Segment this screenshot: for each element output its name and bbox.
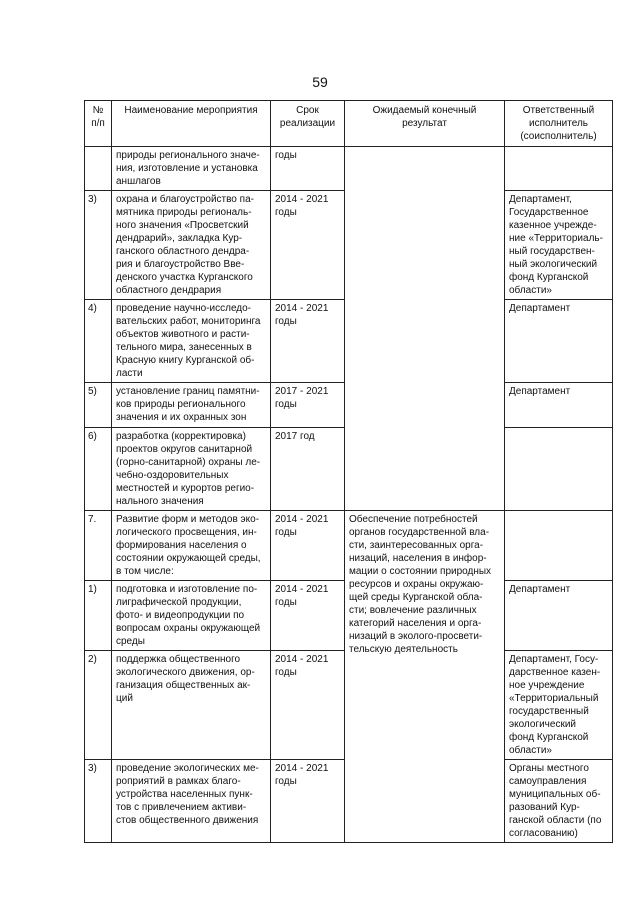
row-num: 1)	[85, 581, 112, 651]
row-num: 4)	[85, 300, 112, 383]
row-result	[345, 147, 505, 511]
measures-table	[84, 100, 613, 843]
row-executor: Органы местного самоуправления муниципальных об- разований Кур- ганской области (по согласованию)	[505, 760, 613, 843]
header-executor: Ответственный исполнитель (соисполнитель)	[505, 101, 613, 147]
page-number: 59	[312, 74, 328, 90]
row-executor: Департамент, Госу- дарственное казен- ное учреждение «Территориальный государственный экологический фонд Курганской области»	[505, 651, 613, 760]
row-executor	[505, 147, 613, 191]
table-row	[85, 511, 613, 581]
row-executor: Департамент	[505, 581, 613, 651]
row-term: 2014 - 2021 годы	[271, 300, 345, 383]
row-executor: Департамент, Государственное казенное учрежде- ние «Территориаль- ный государствен- ный экологический фонд Курганской области»	[505, 191, 613, 300]
row-num: 5)	[85, 383, 112, 428]
row-name: природы регионального значе- ния, изготовление и установка аншлагов	[112, 147, 271, 191]
header-result: Ожидаемый конечный результат	[345, 101, 505, 147]
row-executor	[505, 511, 613, 581]
row-num: 7.	[85, 511, 112, 581]
row-term: 2014 - 2021 годы	[271, 191, 345, 300]
row-name: проведение экологических ме- роприятий в рамках благо- устройства населенных пунк- тов с привлечением активи- стов общественного движения	[112, 760, 271, 843]
header-name: Наименование мероприятия	[112, 101, 271, 147]
row-num: 3)	[85, 191, 112, 300]
row-name: проведение научно-исследо- вательских работ, мониторинга объектов животного и расти- тельного мира, занесенных в Красную книгу Курганской об- ласти	[112, 300, 271, 383]
row-name: Развитие форм и методов эко- логического просвещения, ин- формирования населения о состоянии окружающей среды, в том числе:	[112, 511, 271, 581]
table-row	[85, 147, 613, 191]
row-num	[85, 147, 112, 191]
row-term: годы	[271, 147, 345, 191]
result-block: Обеспечение потребностей органов государственной вла- сти, заинтересованных орга- низаций, населения в инфор- мации о состоянии природных ресурсов и охраны окружаю- щей среды Курганской обла- сти; вовлечение различных категорий населения и орга- низаций в эколого-просвети- тельскую деятельность	[345, 511, 505, 843]
row-term: 2017 год	[271, 428, 345, 511]
row-name: подготовка и изготовление по- лиграфической продукции, фото- и видеопродукции по вопросам охраны окружающей среды	[112, 581, 271, 651]
row-term: 2014 - 2021 годы	[271, 581, 345, 651]
row-num: 3)	[85, 760, 112, 843]
row-name: разработка (корректировка) проектов округов санитарной (горно-санитарной) охраны ле- чебно-оздоровительных местностей и курортов регио- нального значения	[112, 428, 271, 511]
row-executor: Департамент	[505, 383, 613, 428]
row-term: 2014 - 2021 годы	[271, 511, 345, 581]
row-name: установление границ памятни- ков природы регионального значения и их охранных зон	[112, 383, 271, 428]
row-name: охрана и благоустройство па- мятника природы региональ- ного значения «Просветский дендрарий», закладка Кур- ганского областного дендра- рия и благоустройство Вве- денского участка Курганского областного дендрария	[112, 191, 271, 300]
row-term: 2014 - 2021 годы	[271, 760, 345, 843]
row-num: 2)	[85, 651, 112, 760]
row-num: 6)	[85, 428, 112, 511]
header-term: Срок реализации	[271, 101, 345, 147]
row-executor: Департамент	[505, 300, 613, 383]
row-executor	[505, 428, 613, 511]
row-term: 2017 - 2021 годы	[271, 383, 345, 428]
row-name: поддержка общественного экологического движения, ор- ганизация общественных ак- ций	[112, 651, 271, 760]
header-num: № п/п	[85, 101, 112, 147]
row-term: 2014 - 2021 годы	[271, 651, 345, 760]
